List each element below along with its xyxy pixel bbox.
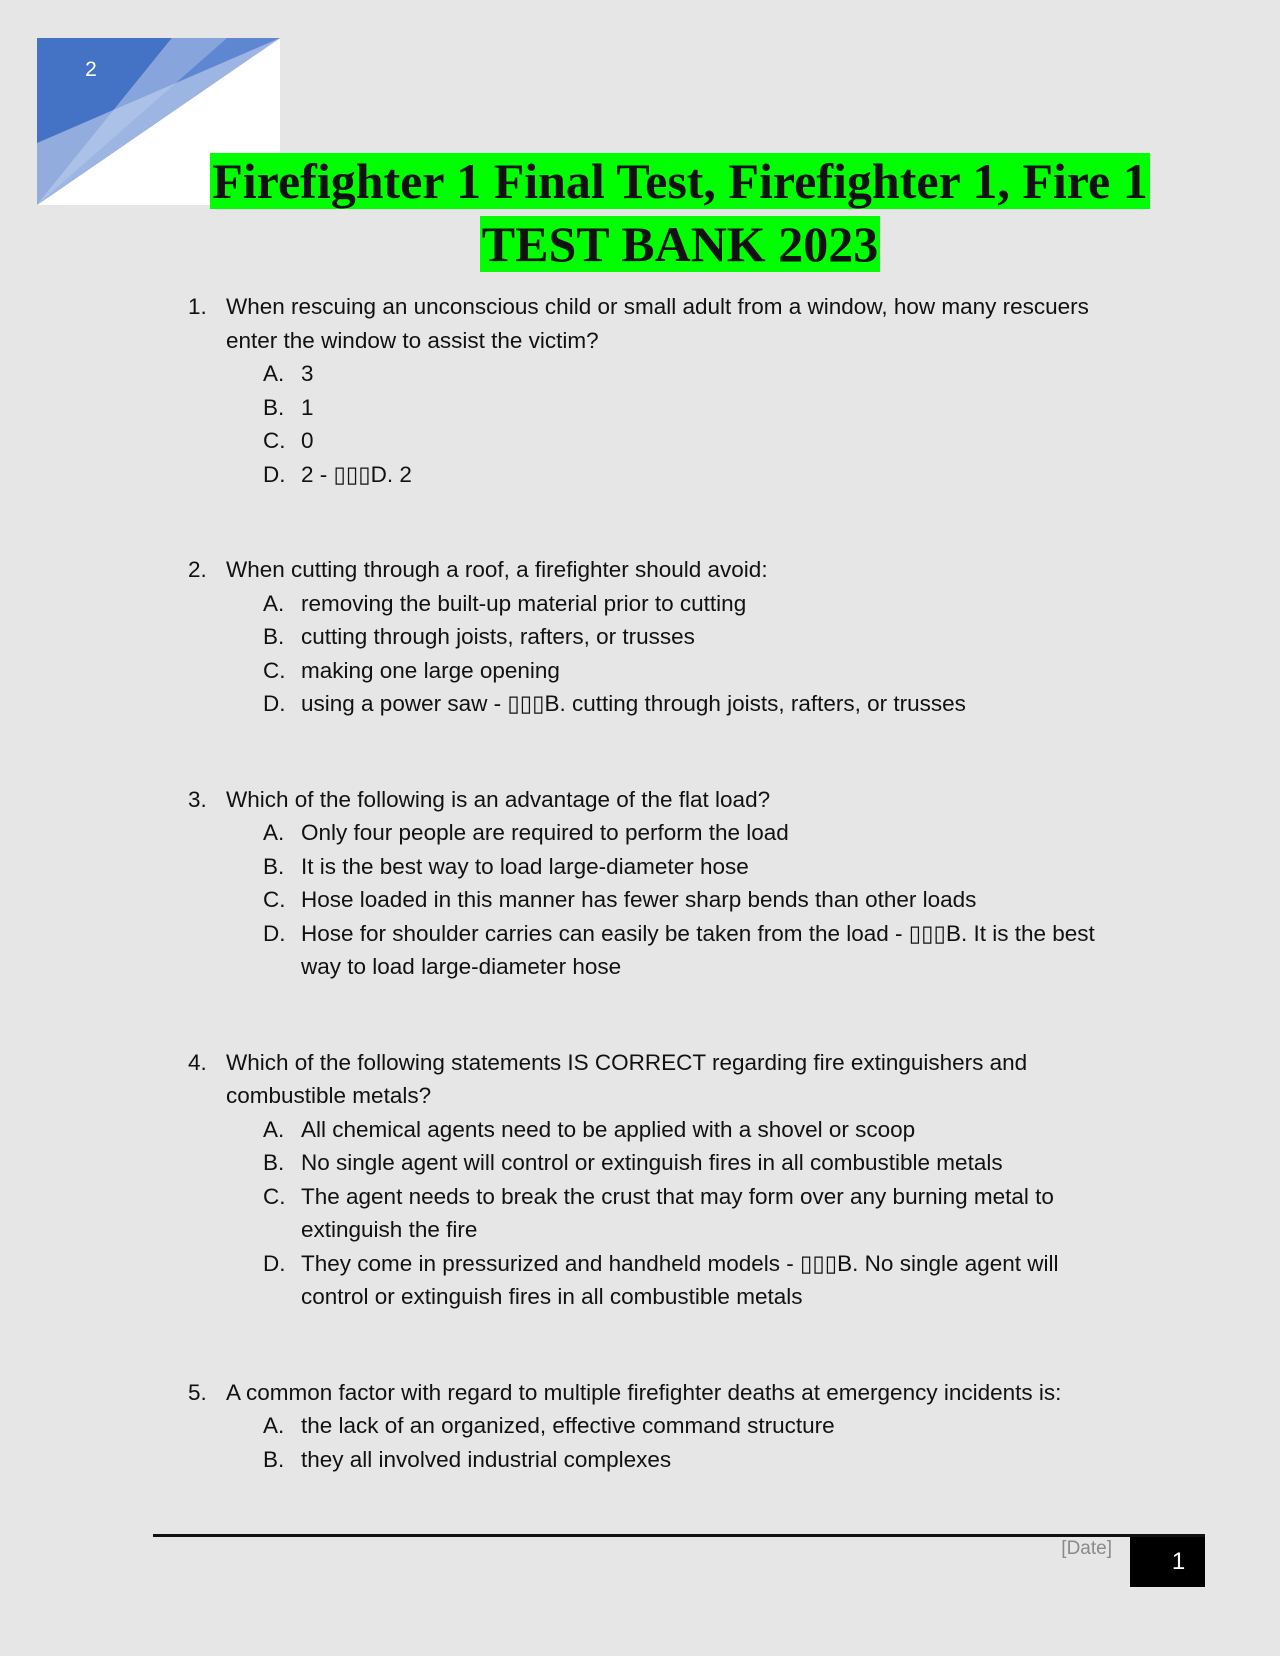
option-text: The agent needs to break the crust that may form over any burning metal to extinguish the fire [301, 1183, 1054, 1242]
option-text: Hose loaded in this manner has fewer sharp bends than other loads [301, 887, 977, 912]
question-item [188, 290, 1128, 491]
answer-option [263, 883, 1128, 917]
question-item [188, 1376, 1128, 1477]
option-text: It is the best way to load large-diameter hose [301, 853, 749, 879]
question-text: A common factor with regard to multiple firefighter deaths at emergency incidents is: [226, 1379, 1062, 1405]
answer-option [263, 850, 1128, 884]
answer-options [226, 587, 1128, 721]
question-text: When rescuing an unconscious child or small adult from a window, how many rescuers enter the window to assist the victim? [226, 294, 1089, 353]
header-page-number: 2 [85, 58, 97, 81]
answer-option [263, 1409, 1128, 1443]
option-text: making one large opening [301, 657, 560, 683]
answer-option [263, 424, 1128, 458]
option-letter: A. [263, 590, 285, 616]
answer-option [263, 1247, 1128, 1314]
option-text: cutting through joists, rafters, or trusses [301, 624, 695, 649]
option-letter: D. [263, 691, 286, 716]
option-text: Only four people are required to perform the load [301, 820, 789, 845]
option-letter: C. [263, 428, 286, 453]
question-item [188, 783, 1128, 984]
option-letter: B. [263, 624, 285, 649]
footer-divider [153, 1534, 1205, 1537]
question-text: Which of the following statements IS CORRECT regarding fire extinguishers and combustible metals? [226, 1049, 1028, 1108]
answer-options [226, 1409, 1128, 1476]
question-number: 5. [188, 1379, 207, 1405]
option-text: removing the built-up material prior to cutting [301, 590, 747, 616]
answer-option [263, 1146, 1128, 1180]
option-text: 2 - ▯▯▯D. 2 [301, 461, 412, 487]
option-text: All chemical agents need to be applied with a shovel or scoop [301, 1116, 916, 1142]
question-text: Which of the following is an advantage of the flat load? [226, 786, 771, 812]
option-text: 3 [301, 361, 314, 386]
question-text: When cutting through a roof, a firefighter should avoid: [226, 557, 768, 582]
answer-option [263, 1180, 1128, 1247]
footer-page-box [1130, 1537, 1205, 1587]
question-number: 1. [188, 294, 207, 319]
answer-option [263, 587, 1128, 621]
option-text: the lack of an organized, effective command structure [301, 1413, 835, 1438]
option-letter: A. [263, 361, 285, 386]
answer-option [263, 357, 1128, 391]
option-letter: D. [263, 1250, 286, 1276]
answer-options [226, 816, 1128, 984]
question-number: 4. [188, 1049, 207, 1075]
question-list [188, 290, 1128, 1538]
option-letter: A. [263, 820, 285, 845]
option-text: they all involved industrial complexes [301, 1446, 672, 1472]
option-letter: B. [263, 853, 285, 879]
answer-options [226, 1113, 1128, 1314]
footer-page-number: 1 [1171, 1548, 1186, 1575]
option-letter: D. [263, 920, 286, 946]
answer-option [263, 458, 1128, 492]
option-letter: C. [263, 887, 286, 912]
question-item [188, 1046, 1128, 1314]
question-number: 2. [188, 557, 207, 582]
option-letter: D. [263, 461, 286, 487]
option-text: using a power saw - ▯▯▯B. cutting through joists, rafters, or trusses [301, 691, 966, 716]
option-text: They come in pressurized and handheld models - ▯▯▯B. No single agent will control or extinguish fires in all combustible metals [301, 1250, 1059, 1309]
answer-option [263, 1113, 1128, 1147]
option-letter: A. [263, 1413, 285, 1438]
answer-option [263, 620, 1128, 654]
option-letter: A. [263, 1116, 285, 1142]
option-letter: C. [263, 1183, 286, 1209]
title-line-1: Firefighter 1 Final Test, Firefighter 1, Fire 1 [212, 153, 1148, 209]
title-line-2: TEST BANK 2023 [481, 216, 879, 272]
answer-option [263, 687, 1128, 721]
option-text: No single agent will control or extinguish fires in all combustible metals [301, 1150, 1003, 1175]
answer-option [263, 816, 1128, 850]
page-title [150, 150, 1210, 276]
option-text: Hose for shoulder carries can easily be taken from the load - ▯▯▯B. It is the best way to load large-diameter hose [301, 920, 1095, 979]
option-letter: C. [263, 657, 286, 683]
option-letter: B. [263, 394, 285, 420]
answer-option [263, 917, 1128, 984]
answer-options [226, 357, 1128, 491]
answer-option [263, 654, 1128, 688]
option-letter: B. [263, 1446, 285, 1472]
question-item [188, 553, 1128, 721]
answer-option [263, 1443, 1128, 1477]
option-text: 0 [301, 428, 314, 453]
footer-date: [Date] [1061, 1538, 1112, 1559]
question-number: 3. [188, 786, 207, 812]
option-text: 1 [301, 394, 314, 420]
answer-option [263, 391, 1128, 425]
option-letter: B. [263, 1150, 285, 1175]
